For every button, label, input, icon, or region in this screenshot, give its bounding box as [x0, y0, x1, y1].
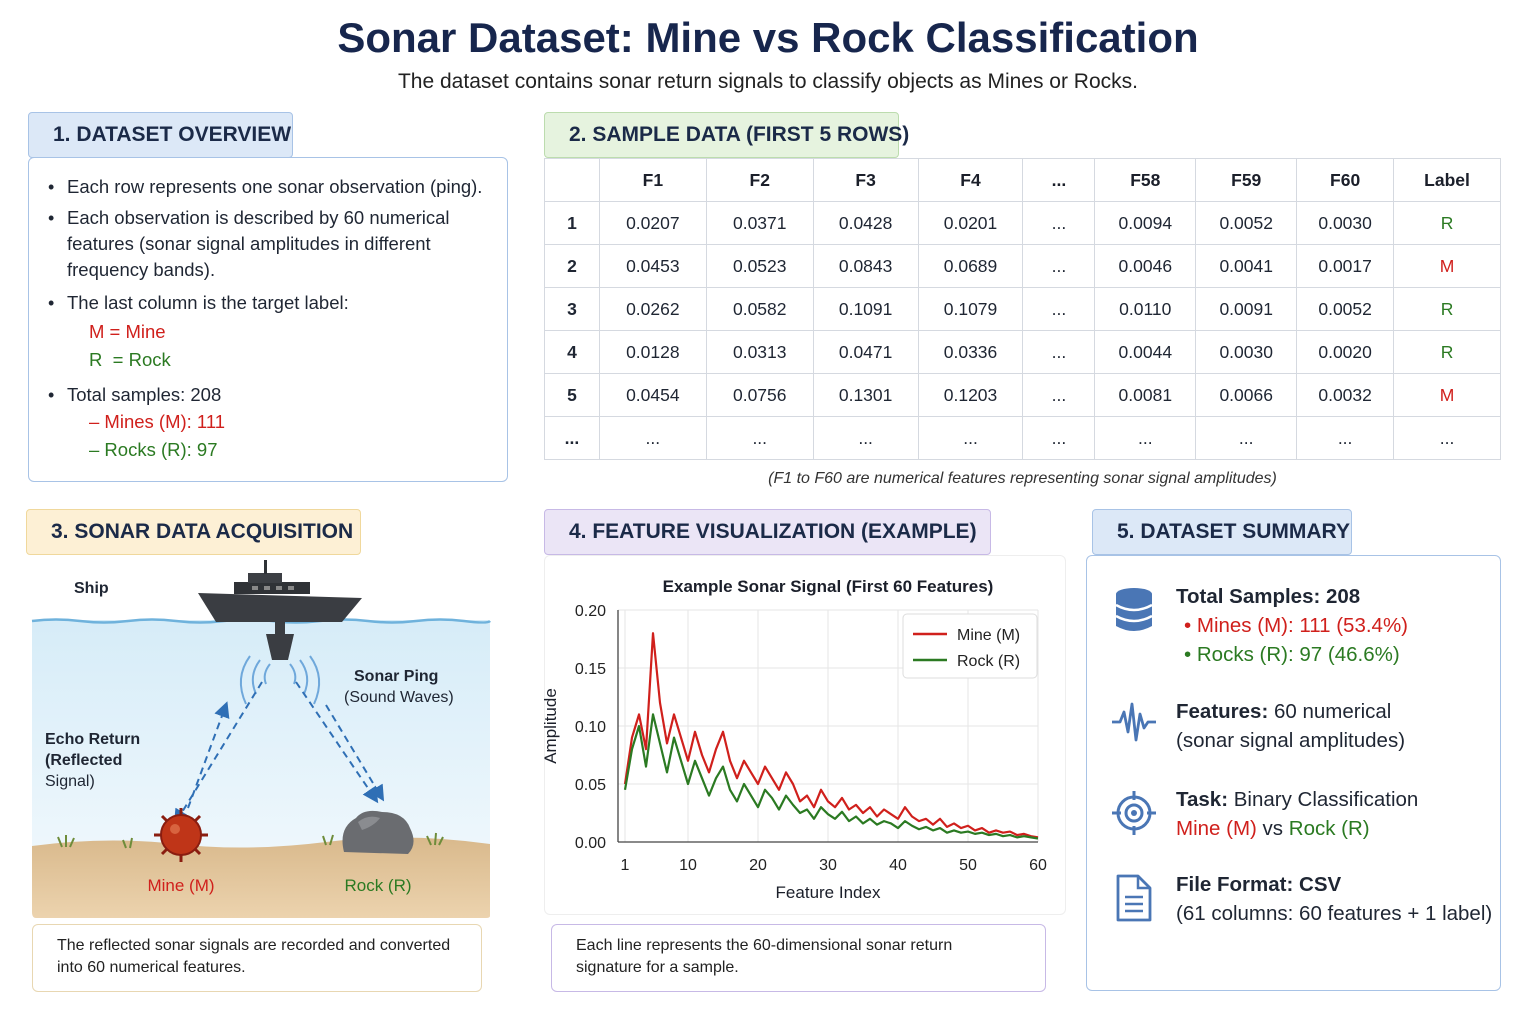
table-cell: 0.1301: [813, 374, 918, 417]
task-mine: Mine (M): [1176, 817, 1257, 840]
y-tick-label: 0.00: [574, 835, 606, 852]
table-cell: 0.0523: [706, 245, 813, 288]
table-cell: 0.0110: [1095, 288, 1196, 331]
table-row: [545, 245, 1501, 288]
page-subtitle: The dataset contains sonar return signals to classify objects as Mines or Rocks.: [397, 70, 1138, 93]
x-tick-label: 50: [959, 857, 977, 874]
table-cell: ...: [1023, 245, 1095, 288]
label-cell: R: [1394, 288, 1501, 331]
sample-heading-text: 2. SAMPLE DATA (FIRST 5 ROWS): [569, 123, 910, 146]
table-cell: 0.0756: [706, 374, 813, 417]
table-cell: ...: [1196, 417, 1297, 460]
x-tick-label: 60: [1029, 857, 1047, 874]
ping-sublabel: (Sound Waves): [344, 689, 454, 706]
row-number: 2: [545, 245, 600, 288]
row-number: 4: [545, 331, 600, 374]
table-cell: 0.0030: [1297, 202, 1394, 245]
summary-rocks-text: Rocks (R): 97 (46.6%): [1196, 643, 1400, 666]
y-axis-label: Amplitude: [541, 688, 560, 764]
table-row: [545, 417, 1501, 460]
table-cell: 0.0081: [1095, 374, 1196, 417]
table-cell: ...: [1095, 417, 1196, 460]
table-cell: 0.0052: [1297, 288, 1394, 331]
table-row: [545, 374, 1501, 417]
y-tick-label: 0.15: [574, 661, 606, 678]
table-cell: 0.0020: [1297, 331, 1394, 374]
x-tick-label: 10: [679, 857, 697, 874]
waveform-icon: [1110, 700, 1158, 744]
summary-task: [1176, 785, 1418, 843]
table-cell: 0.0207: [599, 202, 706, 245]
sonar-illustration: [26, 560, 496, 930]
format-label: File Format: CSV: [1176, 873, 1342, 896]
column-header: F1: [599, 159, 706, 202]
summary-heading-text: 5. DATASET SUMMARY: [1117, 520, 1350, 543]
table-cell: 0.1203: [918, 374, 1023, 417]
summary-features: [1176, 697, 1405, 755]
x-tick-label: 20: [749, 857, 767, 874]
table-cell: 0.0843: [813, 245, 918, 288]
row-number: 3: [545, 288, 600, 331]
table-cell: 0.0689: [918, 245, 1023, 288]
row-number: 1: [545, 202, 600, 245]
table-cell: ...: [1023, 374, 1095, 417]
table-cell: 0.0428: [813, 202, 918, 245]
acquisition-heading: [26, 509, 361, 555]
format-sub: (61 columns: 60 features + 1 label): [1176, 902, 1493, 925]
visual-heading: [544, 509, 991, 555]
rock-caption: Rock (R): [344, 876, 412, 895]
table-row: [545, 288, 1501, 331]
overview-heading: [28, 112, 293, 158]
table-cell: 0.0041: [1196, 245, 1297, 288]
table-cell: 0.0336: [918, 331, 1023, 374]
table-cell: 0.0471: [813, 331, 918, 374]
ping-label: Sonar Ping: [354, 668, 439, 685]
chart-title: Example Sonar Signal (First 60 Features): [662, 577, 994, 596]
page-title: Sonar Dataset: Mine vs Rock Classification: [337, 14, 1199, 61]
task-classes: [1176, 814, 1418, 843]
table-cell: 0.0582: [706, 288, 813, 331]
mine-icon: [154, 808, 208, 862]
seabed: [32, 837, 490, 918]
table-cell: ...: [599, 417, 706, 460]
column-header: F58: [1095, 159, 1196, 202]
table-cell: 0.0453: [599, 245, 706, 288]
task-vs: vs: [1256, 817, 1289, 840]
table-cell: 0.1079: [918, 288, 1023, 331]
legend-label: Mine (M): [957, 627, 1021, 644]
table-cell: ...: [1023, 331, 1095, 374]
table-cell: 0.0454: [599, 374, 706, 417]
overview-bullet: • The last column is the target label:: [48, 290, 498, 316]
table-cell: ...: [1297, 417, 1394, 460]
label-cell: R: [1394, 331, 1501, 374]
table-cell: 0.0128: [599, 331, 706, 374]
table-cell: 0.0094: [1095, 202, 1196, 245]
y-tick-label: 0.10: [574, 719, 606, 736]
summary-total: [1176, 582, 1408, 669]
series-line: [625, 714, 1038, 838]
label-cell: R: [1394, 202, 1501, 245]
table-cell: 0.0066: [1196, 374, 1297, 417]
table-cell: ...: [1023, 202, 1095, 245]
table-header-row: [545, 159, 1501, 202]
table-cell: 0.0044: [1095, 331, 1196, 374]
label-cell: M: [1394, 245, 1501, 288]
column-header: F2: [706, 159, 813, 202]
table-row: [545, 331, 1501, 374]
table-cell: 0.0313: [706, 331, 813, 374]
row-number: ...: [545, 417, 600, 460]
features-value: 60 numerical: [1268, 700, 1392, 723]
file-icon: [1114, 873, 1154, 923]
y-tick-label: 0.05: [574, 777, 606, 794]
row-number: 5: [545, 374, 600, 417]
table-cell: ...: [1023, 417, 1095, 460]
echo-label-3: Signal): [45, 773, 95, 790]
summary-format: [1176, 870, 1492, 928]
label-rock-def: R = Rock: [89, 349, 171, 370]
column-header: F60: [1297, 159, 1394, 202]
overview-list: [48, 174, 498, 464]
table-cell: 0.0052: [1196, 202, 1297, 245]
table-cell: ...: [1023, 288, 1095, 331]
task-label: Task:: [1176, 788, 1229, 811]
table-cell: 0.0032: [1297, 374, 1394, 417]
column-header: ...: [1023, 159, 1095, 202]
x-axis-label: Feature Index: [775, 883, 881, 902]
summary-mines: • Mines (M): 111 (53.4%): [1184, 614, 1409, 637]
table-cell: 0.0030: [1196, 331, 1297, 374]
table-caption: (F1 to F60 are numerical features representing sonar signal amplitudes): [768, 470, 1277, 487]
table-cell: 0.0046: [1095, 245, 1196, 288]
summary-heading: [1092, 509, 1352, 555]
visual-heading-text: 4. FEATURE VISUALIZATION (EXAMPLE): [569, 520, 977, 543]
table-cell: 0.0371: [706, 202, 813, 245]
table-cell: 0.0091: [1196, 288, 1297, 331]
column-header: F4: [918, 159, 1023, 202]
target-icon: [1111, 790, 1157, 836]
table-cell: 0.0017: [1297, 245, 1394, 288]
label-cell: M: [1394, 374, 1501, 417]
sample-table: [544, 158, 1501, 460]
table-cell: 0.1091: [813, 288, 918, 331]
label-mine-def: M = Mine: [89, 321, 166, 342]
sample-heading: [544, 112, 910, 158]
table-cell: ...: [813, 417, 918, 460]
legend-label: Rock (R): [957, 653, 1021, 670]
overview-heading-text: 1. DATASET OVERVIEW: [53, 123, 292, 146]
summary-rocks: • Rocks (R): 97 (46.6%): [1184, 643, 1400, 666]
overview-bullet: • Each observation is described by 60 numerical features (sonar signal amplitudes in different frequency bands).: [48, 205, 498, 283]
table-cell: 0.0262: [599, 288, 706, 331]
total-samples: Total Samples: 208: [1176, 585, 1361, 608]
y-tick-label: 0.20: [574, 603, 606, 620]
mine-caption: Mine (M): [147, 876, 215, 895]
echo-label-2: (Reflected: [45, 752, 123, 769]
features-label: Features:: [1176, 700, 1269, 723]
acquisition-note: The reflected sonar signals are recorded and converted into 60 numerical features.: [32, 924, 482, 992]
mines-count: – Mines (M): 111: [89, 411, 226, 432]
column-header: F59: [1196, 159, 1297, 202]
column-header: Label: [1394, 159, 1501, 202]
table-cell: ...: [706, 417, 813, 460]
x-tick-label: 40: [889, 857, 907, 874]
table-cell: 0.0201: [918, 202, 1023, 245]
overview-bullet: • Each row represents one sonar observation (ping).: [48, 174, 498, 200]
sonar-signal-chart: [538, 558, 1068, 918]
visual-note: Each line represents the 60-dimensional sonar return signature for a sample.: [551, 924, 1046, 992]
table-cell: ...: [918, 417, 1023, 460]
x-tick-label: 1: [620, 857, 630, 874]
column-header: F3: [813, 159, 918, 202]
table-row: [545, 202, 1501, 245]
task-value: Binary Classification: [1228, 788, 1419, 811]
rocks-count: – Rocks (R): 97: [89, 439, 218, 460]
acquisition-heading-text: 3. SONAR DATA ACQUISITION: [51, 520, 354, 543]
overview-bullet: • Total samples: 208: [48, 382, 498, 408]
ship-icon: [198, 560, 362, 622]
label-cell: ...: [1394, 417, 1501, 460]
features-line: [1176, 697, 1405, 726]
task-rock: Rock (R): [1288, 817, 1370, 840]
summary-mines-text: Mines (M): 111 (53.4%): [1196, 614, 1409, 637]
x-tick-label: 30: [819, 857, 837, 874]
ship-label: Ship: [74, 580, 109, 597]
echo-label: Echo Return: [45, 731, 141, 748]
database-icon: [1112, 586, 1156, 636]
task-line: [1176, 785, 1418, 814]
features-sub: (sonar signal amplitudes): [1176, 729, 1406, 752]
sample-table-body: [545, 202, 1501, 460]
column-header: [545, 159, 600, 202]
